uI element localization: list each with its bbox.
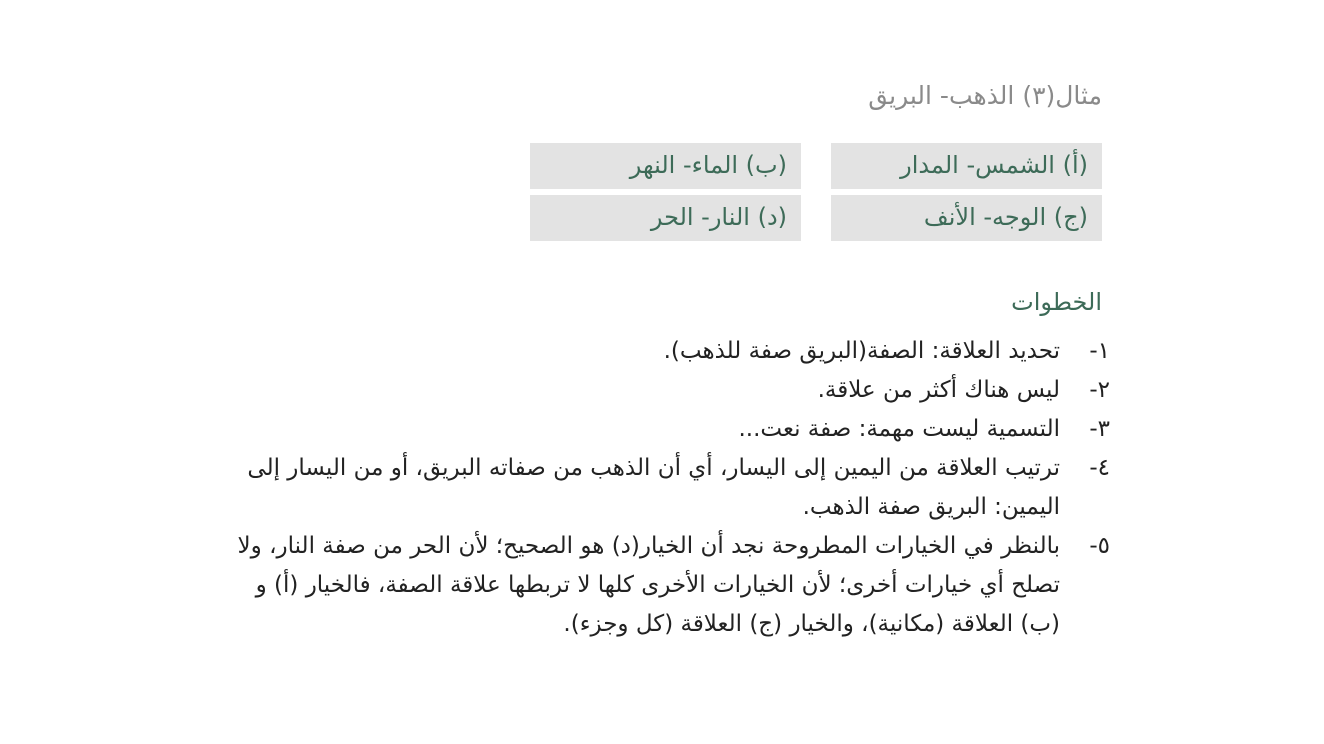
steps-list: [230, 332, 1110, 644]
step-text: تحديد العلاقة: الصفة(البريق صفة للذهب).: [663, 338, 1060, 364]
steps-heading: الخطوات: [1011, 288, 1102, 316]
step-item: [230, 332, 1110, 371]
step-number: ٢-: [1089, 377, 1110, 403]
option-a: (أ) الشمس- المدار: [831, 143, 1102, 189]
step-number: ٣-: [1089, 416, 1110, 442]
step-number: ٤-: [1089, 455, 1110, 481]
step-text: ليس هناك أكثر من علاقة.: [817, 377, 1060, 403]
step-text: ترتيب العلاقة من اليمين إلى اليسار، أي أن الذهب من صفاته البريق، أو من اليسار إلى اليمين: البريق صفة الذهب.: [247, 455, 1060, 520]
step-number: ٥-: [1089, 533, 1110, 559]
step-text: التسمية ليست مهمة: صفة نعت...: [738, 416, 1060, 442]
step-item: [230, 527, 1110, 644]
step-item: [230, 449, 1110, 527]
example-title: مثال(٣) الذهب- البريق: [868, 81, 1102, 110]
option-d: (د) النار- الحر: [530, 195, 801, 241]
step-number: ١-: [1089, 338, 1110, 364]
option-c: (ج) الوجه- الأنف: [831, 195, 1102, 241]
step-item: [230, 371, 1110, 410]
step-item: [230, 410, 1110, 449]
option-b: (ب) الماء- النهر: [530, 143, 801, 189]
step-text: بالنظر في الخيارات المطروحة نجد أن الخيار(د) هو الصحيح؛ لأن الحر من صفة النار، ولا تصلح أي خيارات أخرى؛ لأن الخيارات الأخرى كلها لا تربطها علاقة الصفة، فالخيار (أ) و (ب) العلاقة (مكانية)، والخيار (ج) العلاقة (كل وجزء).: [237, 533, 1060, 637]
